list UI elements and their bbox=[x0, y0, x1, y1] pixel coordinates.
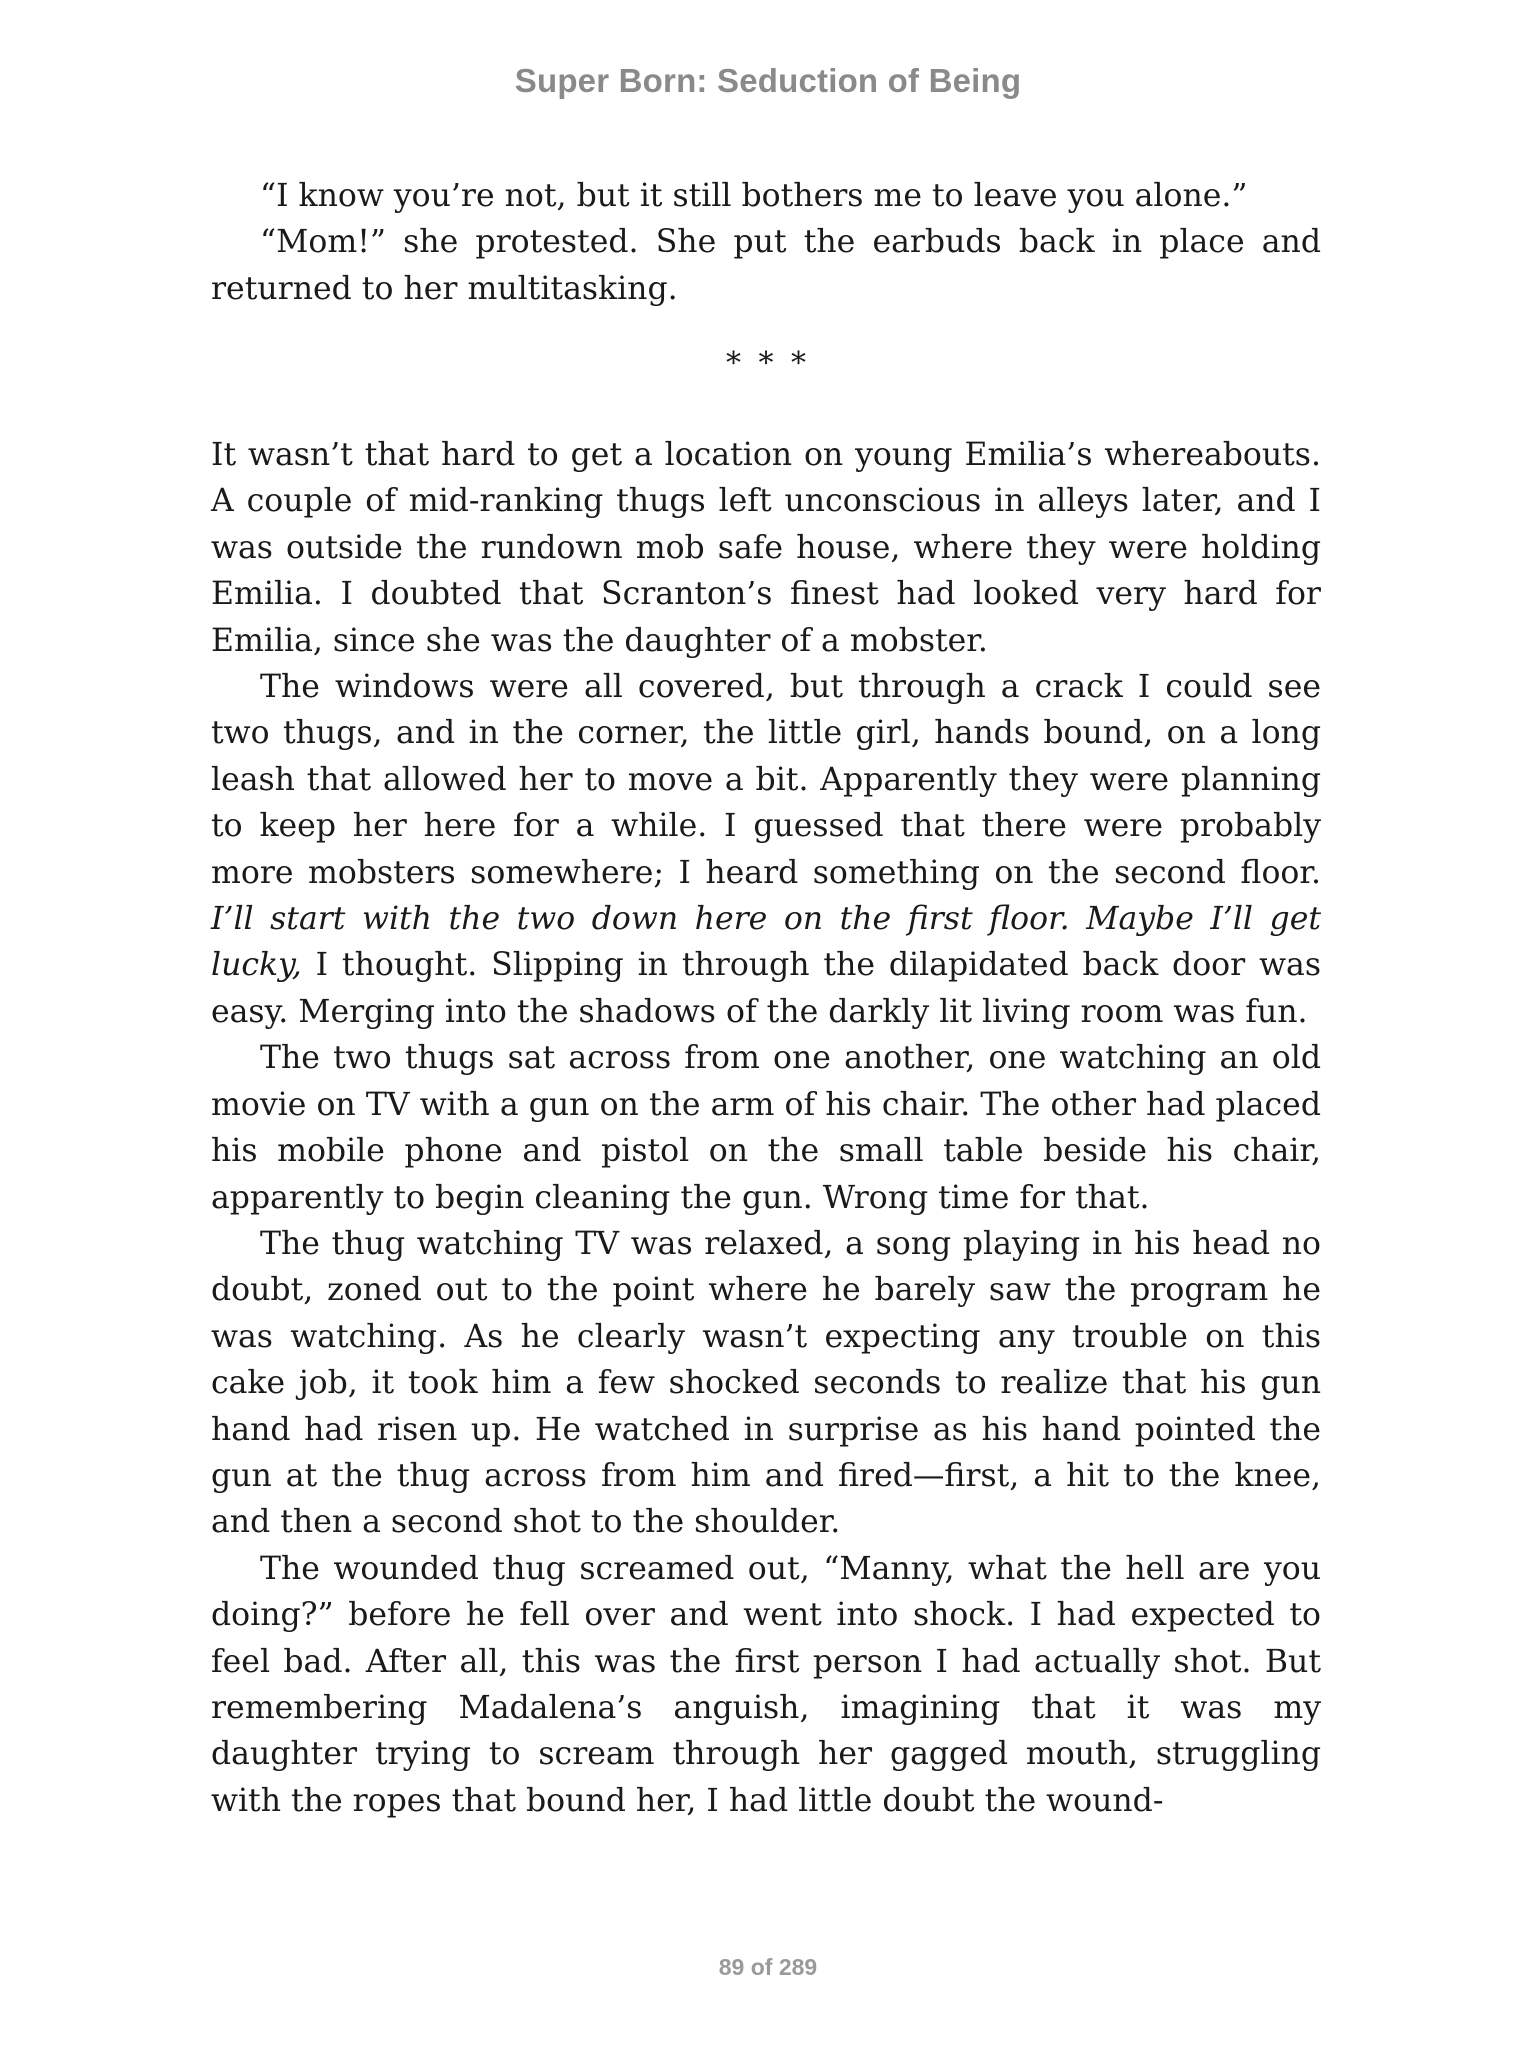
paragraph-6: The thug watching TV was relaxed, a song playing in his head no doubt, zoned out to the point where he barely saw the program he was watching. As he clearly wasn’t expecting any trouble on this cake job, it took him a few shocked seconds to realize that his gun hand had risen up. He watched in surprise as his hand pointed the gun at the thug across from him and fired—first, a hit to the knee, and then a second shot to the shoulder. bbox=[211, 1225, 1321, 1541]
page-indicator: 89 of 289 bbox=[718, 1954, 818, 1980]
paragraph-2: “Mom!” she protested. She put the earbuds back in place and returned to her multitasking. bbox=[211, 224, 1321, 307]
paragraph-4-part-a: The windows were all covered, but through a crack I could see two thugs, and in the corner, the little girl, hands bound, on a long leash that allowed her to move a bit. Apparently they were planning to keep her here for a while. I guessed that there were probably more mobsters somewhere; I heard something on the second floor. bbox=[211, 669, 1321, 891]
paragraph-4 bbox=[211, 664, 1321, 1035]
paragraph-4-part-b: I thought. Slipping in through the dilapidated back door was easy. Merging into the shadows of the darkly lit living room was fun. bbox=[211, 947, 1321, 1030]
scene-break: * * * bbox=[725, 346, 811, 381]
paragraph-7: The wounded thug screamed out, “Manny, what the hell are you doing?” before he fell over and went into shock. I had expected to feel bad. After all, this was the first person I had actually shot. But remembering Madalena’s anguish, imagining that it was my daughter trying to scream through her gagged mouth, struggling with the ropes that bound her, I had little doubt the wound- bbox=[211, 1550, 1321, 1819]
running-header-title: Super Born: Seduction of Being bbox=[514, 62, 1022, 99]
text-block-main bbox=[211, 432, 1321, 1824]
paragraph-3: It wasn’t that hard to get a location on young Emilia’s whereabouts. A couple of mid-ranking thugs left unconscious in alleys later, and I was outside the rundown mob safe house, where they were holding Emilia. I doubted that Scranton’s finest had looked very hard for Emilia, since she was the daughter of a mobster. bbox=[211, 437, 1321, 659]
paragraph-5: The two thugs sat across from one another, one watching an old movie on TV with a gun on the arm of his chair. The other had placed his mobile phone and pistol on the small table beside his chair, apparently to begin cleaning the gun. Wrong time for that. bbox=[211, 1040, 1321, 1216]
paragraph-4-italic-thought: I’ll start with the two down here on the first floor. Maybe I’ll get lucky, bbox=[211, 901, 1321, 984]
text-block-top bbox=[211, 173, 1321, 312]
paragraph-1: “I know you’re not, but it still bothers me to leave you alone.” bbox=[260, 178, 1248, 214]
